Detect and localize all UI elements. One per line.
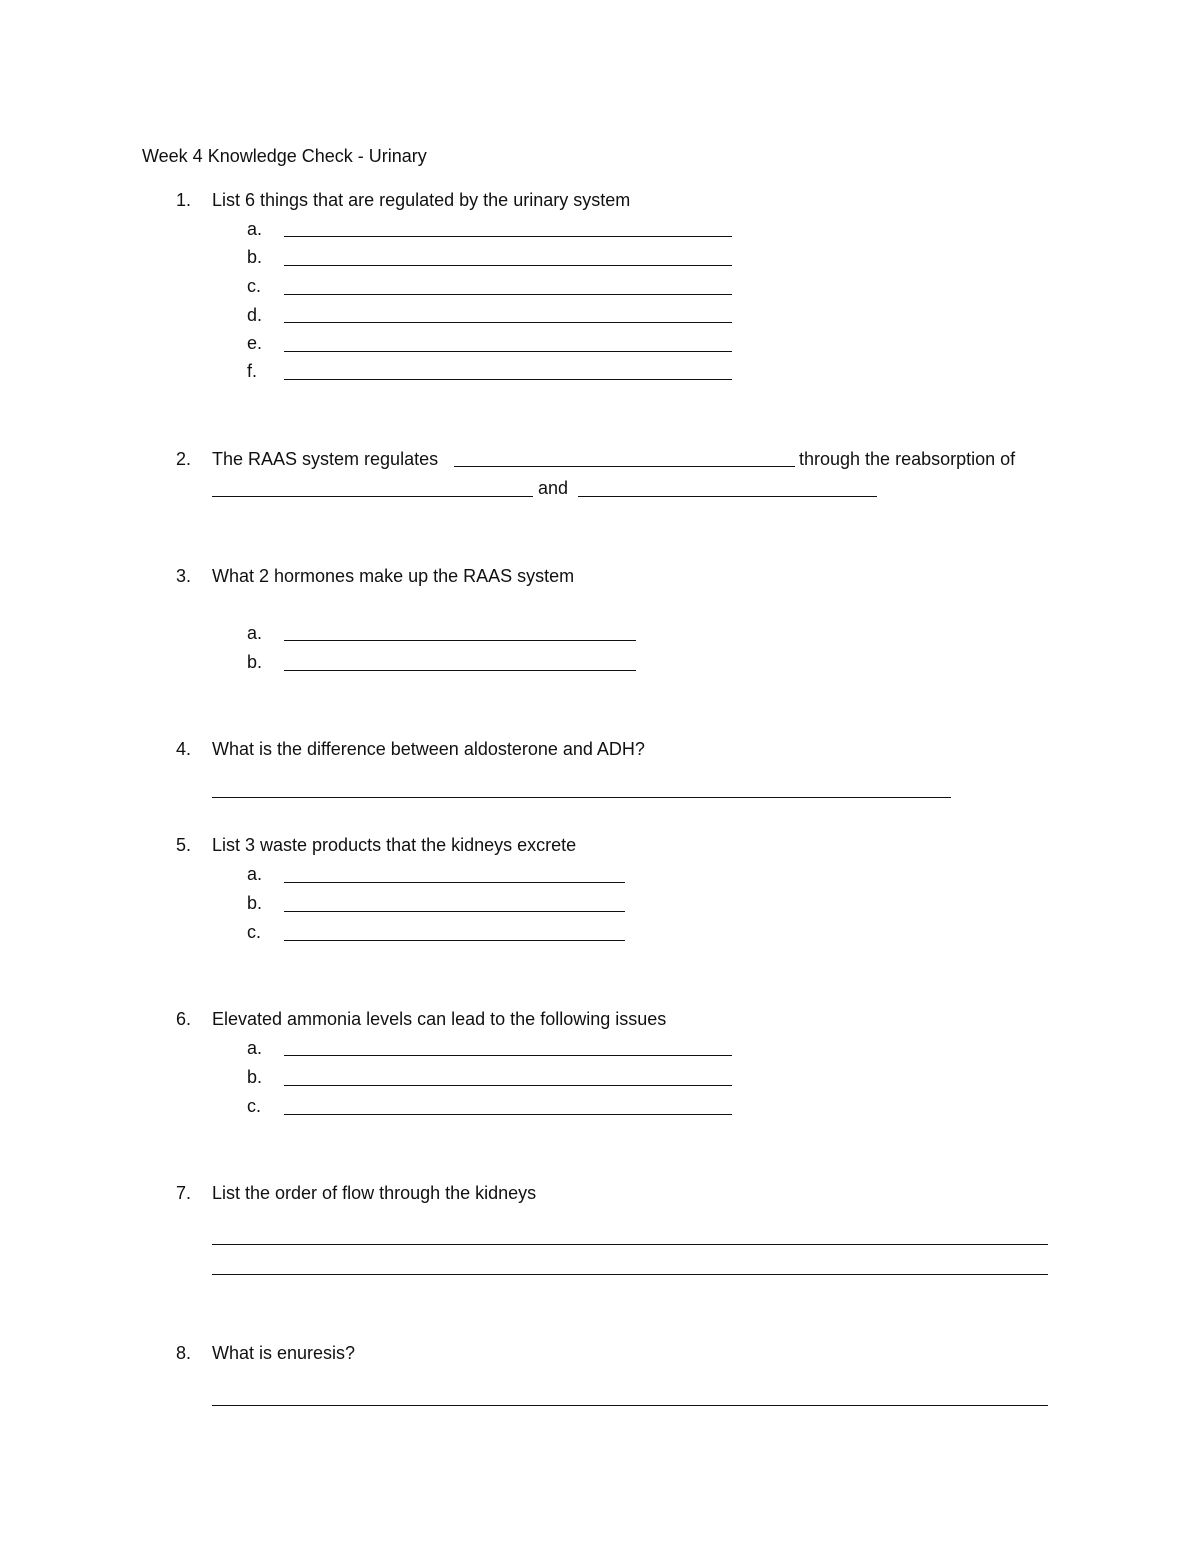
answer-blank[interactable] — [284, 640, 636, 641]
question-number: 6. — [176, 1009, 192, 1029]
answer-blank[interactable] — [284, 236, 732, 237]
page-title: Week 4 Knowledge Check - Urinary — [142, 146, 427, 166]
answer-blank[interactable] — [284, 1114, 732, 1115]
item-letter: d. — [247, 305, 263, 325]
question-text: What is enuresis? — [212, 1343, 356, 1363]
question-number: 3. — [176, 566, 192, 586]
question-text: What is the difference between aldosterone and ADH? — [212, 739, 645, 759]
question-number: 2. — [176, 449, 192, 469]
item-letter: c. — [247, 922, 262, 942]
question-text: Elevated ammonia levels can lead to the following issues — [212, 1009, 667, 1029]
answer-blank[interactable] — [284, 670, 636, 671]
answer-blank[interactable] — [284, 294, 732, 295]
question-text: What 2 hormones make up the RAAS system — [212, 566, 575, 586]
item-letter: e. — [247, 333, 263, 353]
item-letter: b. — [247, 652, 263, 672]
answer-blank[interactable] — [454, 466, 795, 467]
question-text-part: through the reabsorption of — [799, 449, 1016, 469]
question-text: List the order of flow through the kidneys — [212, 1183, 537, 1203]
item-letter: c. — [247, 1096, 262, 1116]
question-number: 7. — [176, 1183, 192, 1203]
answer-blank[interactable] — [212, 1405, 1048, 1406]
item-letter: b. — [247, 1067, 263, 1087]
answer-blank[interactable] — [212, 496, 533, 497]
question-number: 4. — [176, 739, 192, 759]
answer-blank[interactable] — [284, 911, 625, 912]
answer-blank[interactable] — [284, 322, 732, 323]
question-text: List 3 waste products that the kidneys excrete — [212, 835, 577, 855]
item-letter: b. — [247, 247, 263, 267]
answer-blank[interactable] — [578, 496, 877, 497]
answer-blank[interactable] — [212, 797, 951, 798]
question-text-part: The RAAS system regulates — [212, 449, 439, 469]
answer-blank[interactable] — [284, 1085, 732, 1086]
question-number: 8. — [176, 1343, 192, 1363]
answer-blank[interactable] — [212, 1274, 1048, 1275]
answer-blank[interactable] — [284, 1055, 732, 1056]
item-letter: f. — [247, 361, 258, 381]
answer-blank[interactable] — [284, 940, 625, 941]
item-letter: a. — [247, 219, 263, 239]
answer-blank[interactable] — [284, 351, 732, 352]
question-number: 5. — [176, 835, 192, 855]
question-number: 1. — [176, 190, 192, 210]
answer-blank[interactable] — [284, 379, 732, 380]
question-text: List 6 things that are regulated by the urinary system — [212, 190, 631, 210]
item-letter: a. — [247, 623, 263, 643]
answer-blank[interactable] — [284, 265, 732, 266]
item-letter: c. — [247, 276, 262, 296]
item-letter: a. — [247, 1038, 263, 1058]
answer-blank[interactable] — [284, 882, 625, 883]
item-letter: a. — [247, 864, 263, 884]
item-letter: b. — [247, 893, 263, 913]
question-text-part: and — [538, 478, 569, 498]
answer-blank[interactable] — [212, 1244, 1048, 1245]
